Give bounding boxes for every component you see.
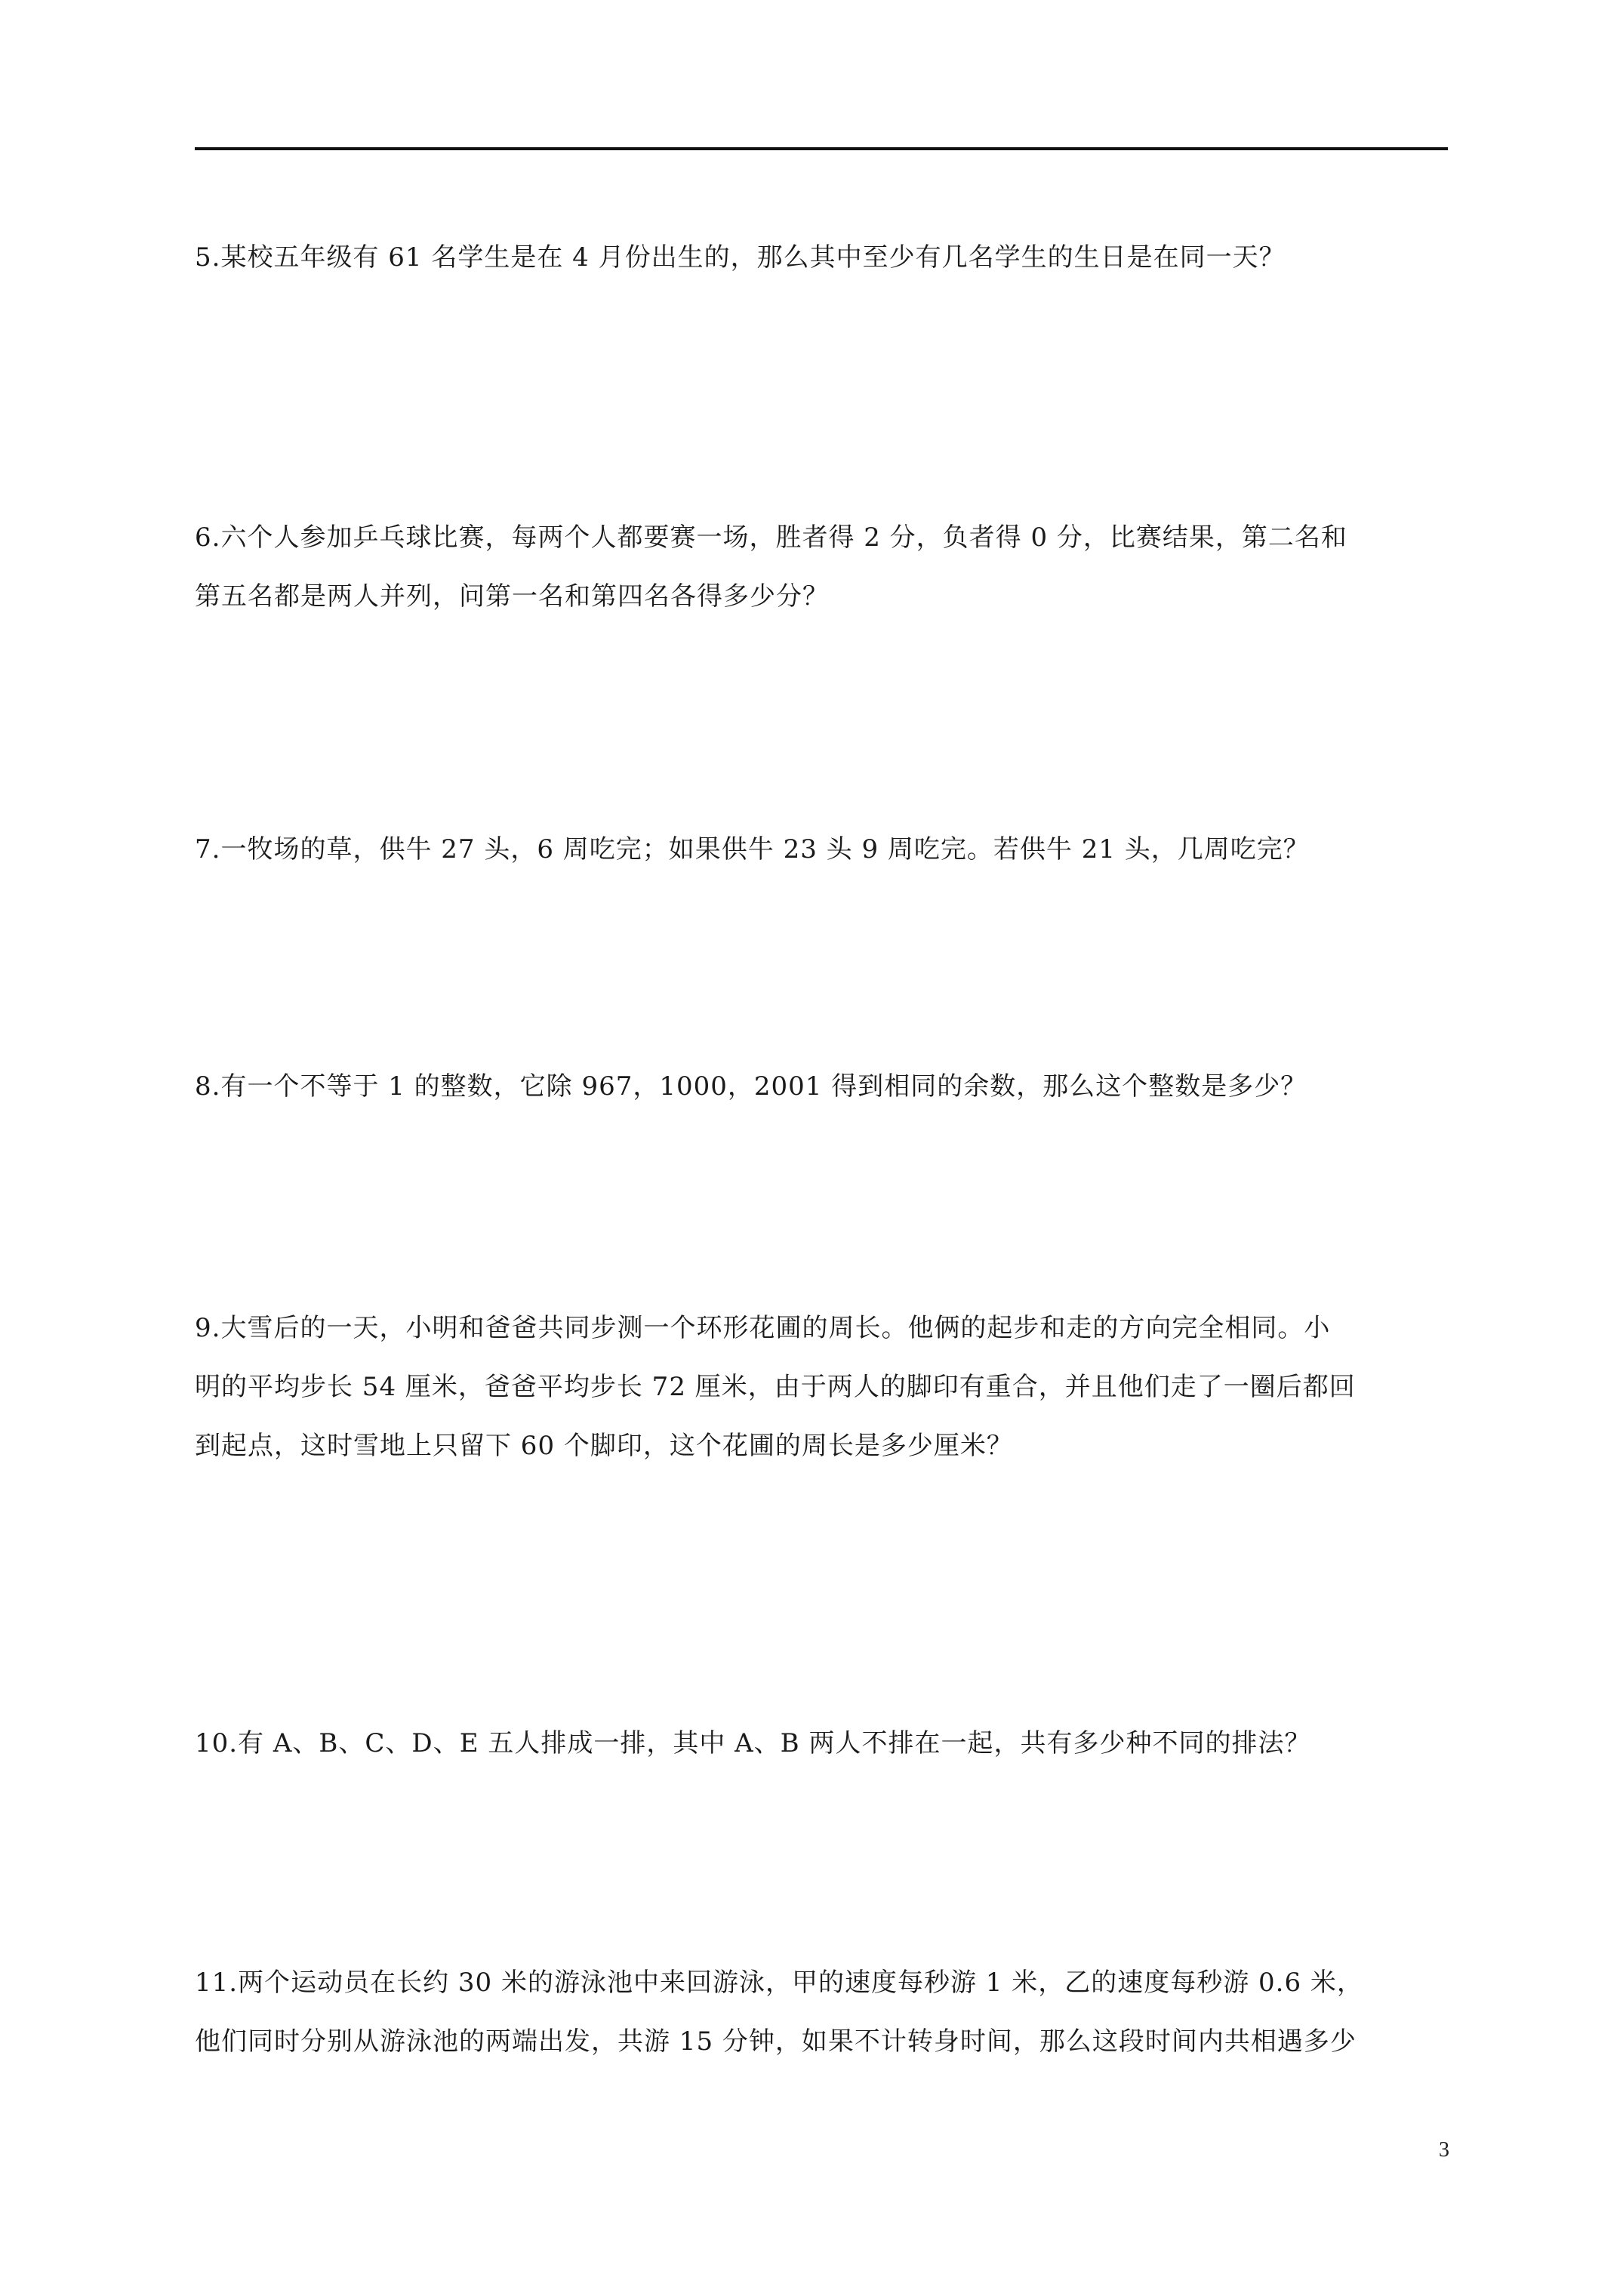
question-7-line-1: 7.一牧场的草，供牛 27 头，6 周吃完；如果供牛 23 头 9 周吃完。若供牛 21 头，几周吃完？: [195, 834, 1310, 864]
question-9-line-1: 9.大雪后的一天，小明和爸爸共同步测一个环形花圃的周长。他俩的起步和走的方向完全相同。小: [195, 1313, 1331, 1343]
question-6: [195, 508, 1455, 626]
question-7: [195, 820, 1455, 879]
header-rule: [195, 147, 1448, 150]
question-5: [195, 228, 1455, 287]
question-9: [195, 1299, 1455, 1475]
question-9-line-2: 明的平均步长 54 厘米，爸爸平均步长 72 厘米，由于两人的脚印有重合，并且他们走了一圈后都回: [195, 1372, 1356, 1402]
question-10: [195, 1714, 1455, 1773]
question-11-line-2: 他们同时分别从游泳池的两端出发，共游 15 分钟，如果不计转身时间，那么这段时间内共相遇多少: [195, 2026, 1357, 2057]
question-6-line-1: 6.六个人参加乒乓球比赛，每两个人都要赛一场，胜者得 2 分，负者得 0 分，比赛结果，第二名和: [195, 522, 1347, 553]
question-8: [195, 1057, 1455, 1116]
question-5-line-1: 5.某校五年级有 61 名学生是在 4 月份出生的，那么其中至少有几名学生的生日是在同一天？: [195, 242, 1286, 273]
question-11-line-1: 11.两个运动员在长约 30 米的游泳池中来回游泳，甲的速度每秒游 1 米，乙的速度每秒游 0.6 米，: [195, 1968, 1363, 1998]
question-11: [195, 1953, 1455, 2071]
question-6-line-2: 第五名都是两人并列，问第一名和第四名各得多少分？: [195, 581, 829, 612]
page-number: 3: [1439, 2138, 1449, 2162]
question-9-line-3: 到起点，这时雪地上只留下 60 个脚印，这个花圃的周长是多少厘米？: [195, 1431, 1013, 1461]
question-10-line-1: 10.有 A、B、C、D、E 五人排成一排，其中 A、B 两人不排在一起，共有多少种不同的排法？: [195, 1728, 1311, 1758]
question-8-line-1: 8.有一个不等于 1 的整数，它除 967，1000，2001 得到相同的余数，那么这个整数是多少？: [195, 1071, 1307, 1102]
